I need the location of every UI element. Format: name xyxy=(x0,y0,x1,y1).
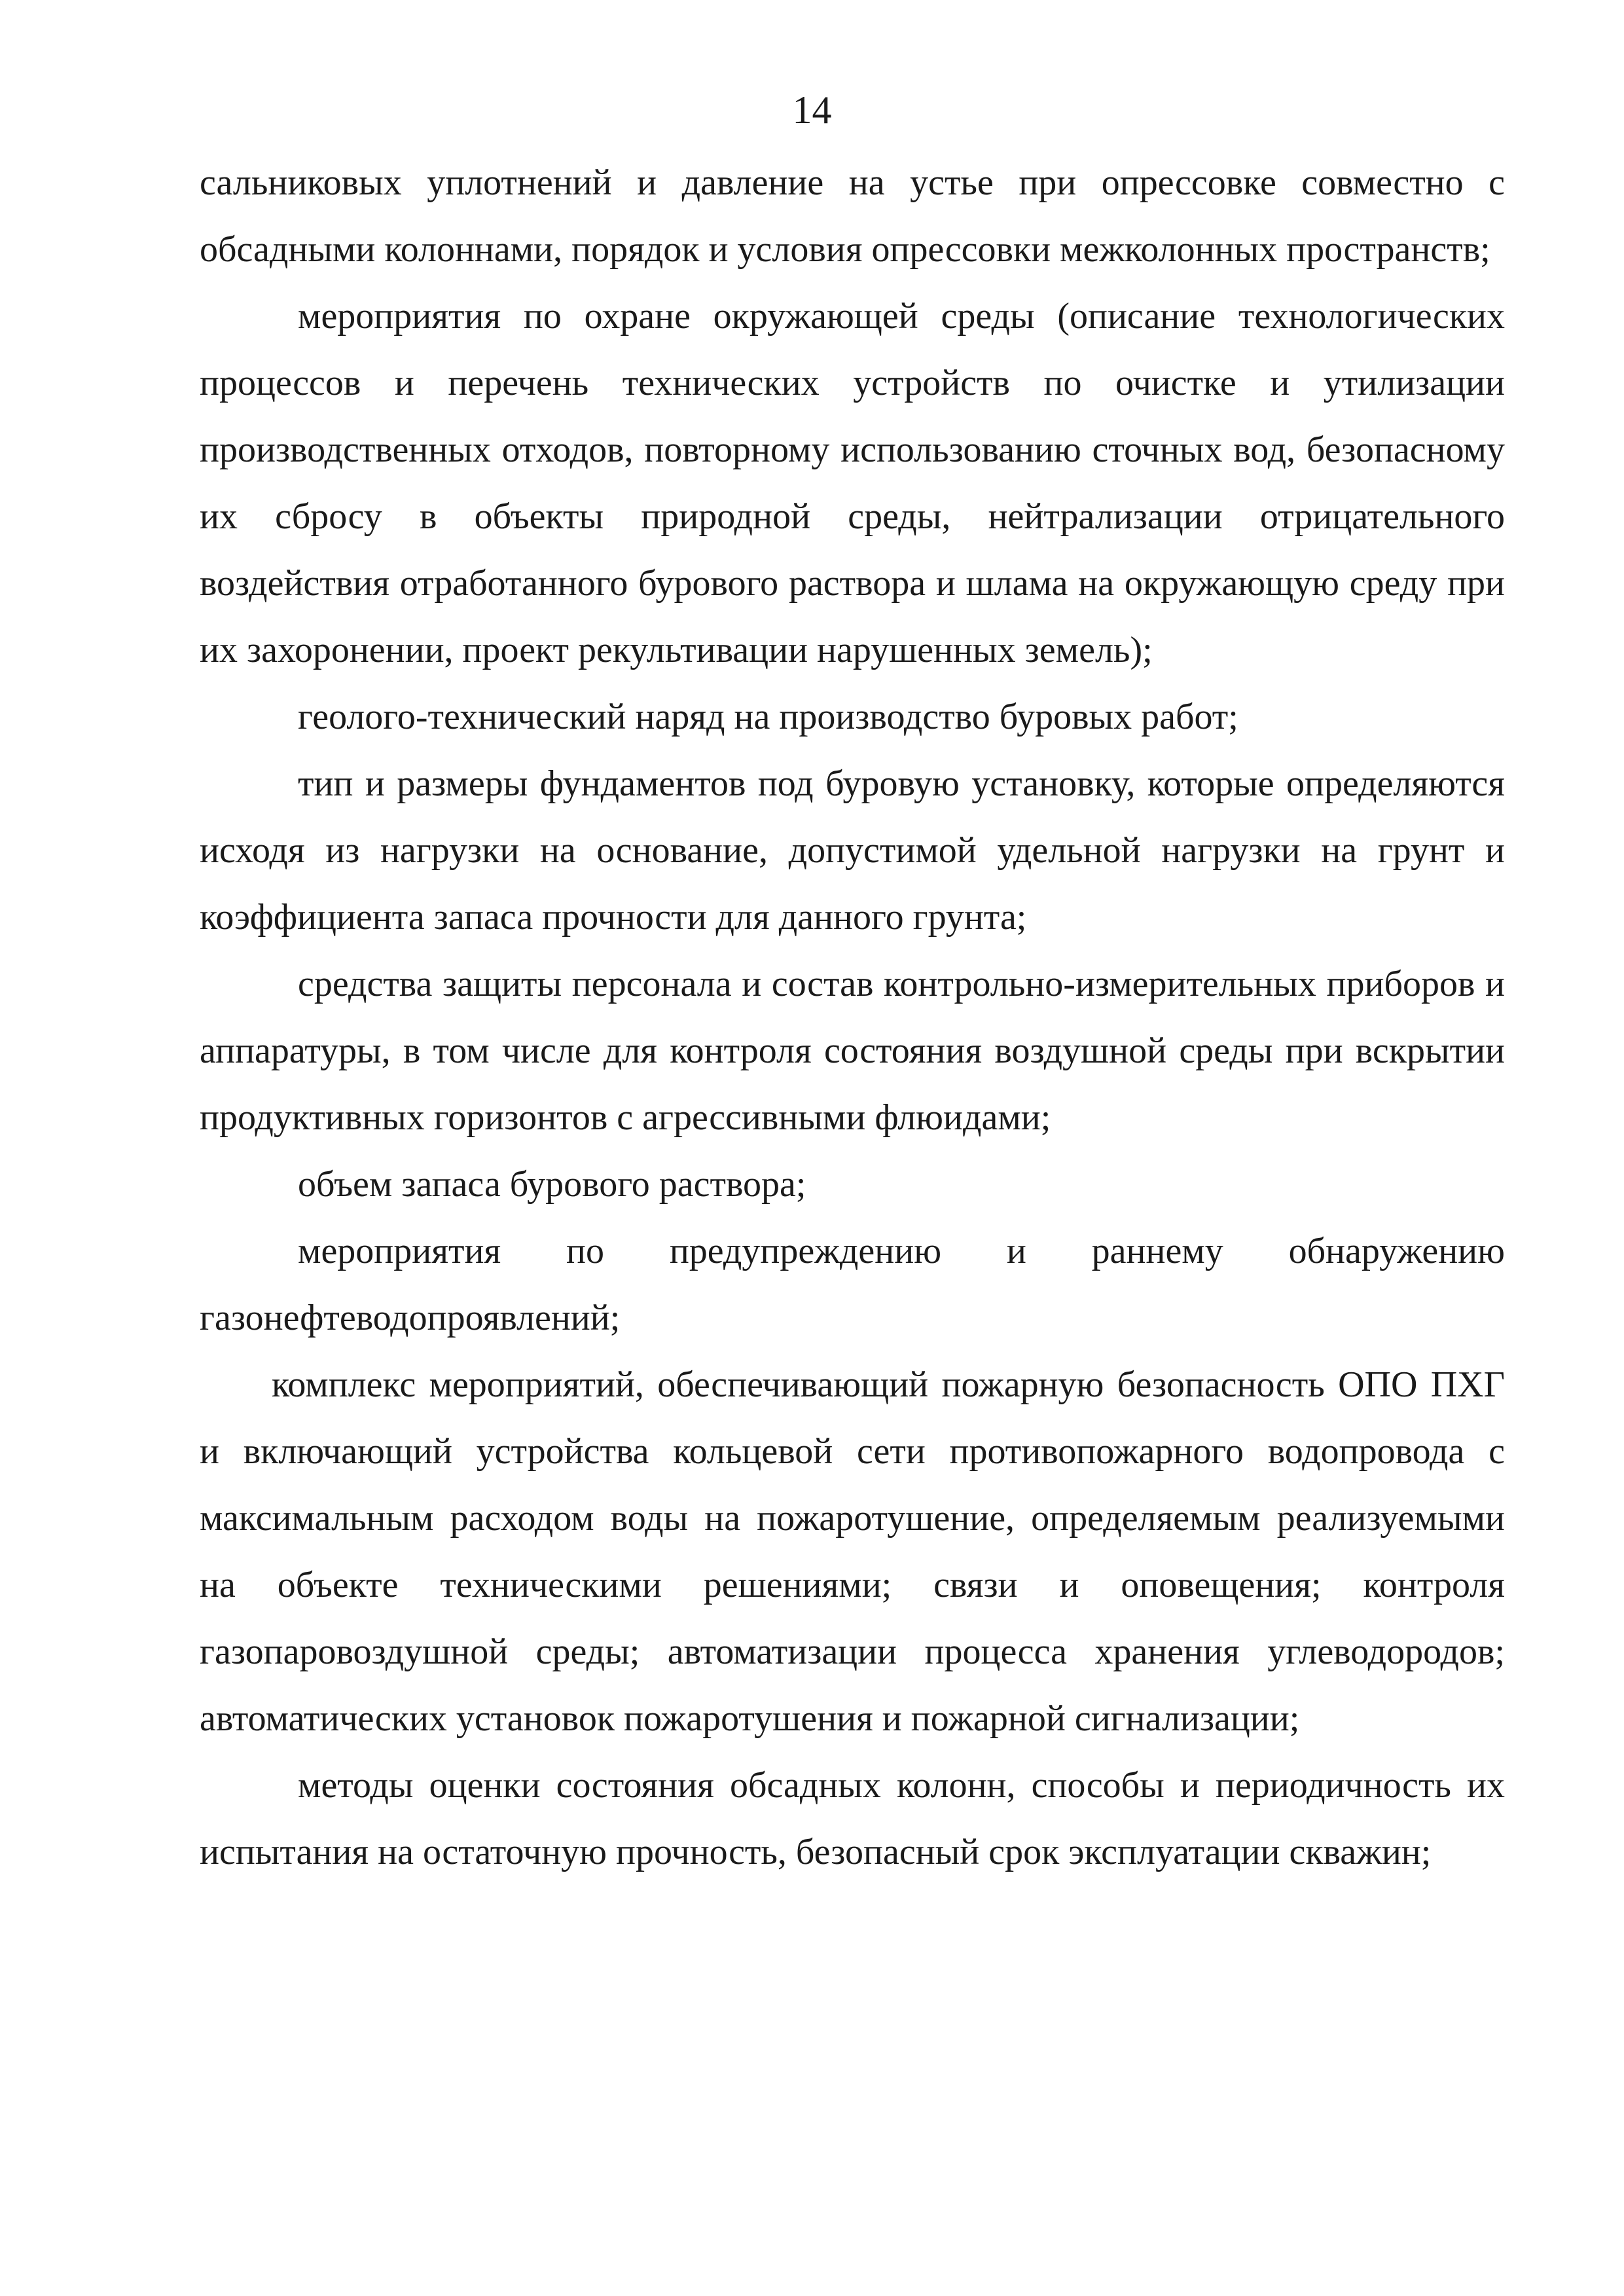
paragraph-kick-prevention: мероприятия по предупреждению и раннему обнаружению газонефтеводопроявлений; xyxy=(200,1231,1505,1338)
document-body xyxy=(200,149,1505,1886)
paragraph-drilling-fluid-reserve: объем запаса бурового раствора; xyxy=(298,1164,806,1205)
page-number: 14 xyxy=(792,88,832,132)
paragraph-personnel-protection: средства защиты персонала и состав контрольно-измерительных приборов и аппаратуры, в том числе для контроля состояния воздушной среды при вскрытии продуктивных горизонтов с агрессивными флюидами; xyxy=(200,964,1505,1138)
paragraph-environmental-measures: мероприятия по охране окружающей среды (описание технологических процессов и перечень технических устройств по очистке и утилизации производственных отходов, повторному использованию сточных вод, безопасному их сбросу в объекты природной среды, нейтрализации отрицательного воздействия отработанного бурового раствора и шлама на окружающую среду при их захоронении, проект рекультивации нарушенных земель); xyxy=(200,296,1505,670)
paragraph-fire-safety: комплекс мероприятий, обеспечивающий пожарную безопасность ОПО ПХГ и включающий устройства кольцевой сети противопожарного водопровода с максимальным расходом воды на пожаротушение, определяемым реализуемыми на объекте техническими решениями; связи и оповещения; контроля газопаровоздушной среды; автоматизации процесса хранения углеводородов; автоматических установок пожаротушения и пожарной сигнализации; xyxy=(200,1364,1505,1739)
paragraph-geological-technical-order: геолого-технический наряд на производство буровых работ; xyxy=(298,697,1238,737)
paragraph-casing-evaluation: методы оценки состояния обсадных колонн, способы и периодичность их испытания на остаточную прочность, безопасный срок эксплуатации скважин; xyxy=(200,1765,1505,1872)
paragraph-casing-seal-testing: сальниковых уплотнений и давление на устье при опрессовке совместно с обсадными колоннами, порядок и условия опрессовки межколонных пространств; xyxy=(200,162,1505,270)
paragraph-foundation-types: тип и размеры фундаментов под буровую установку, которые определяются исходя из нагрузки на основание, допустимой удельной нагрузки на грунт и коэффициента запаса прочности для данного грунта; xyxy=(200,763,1505,938)
